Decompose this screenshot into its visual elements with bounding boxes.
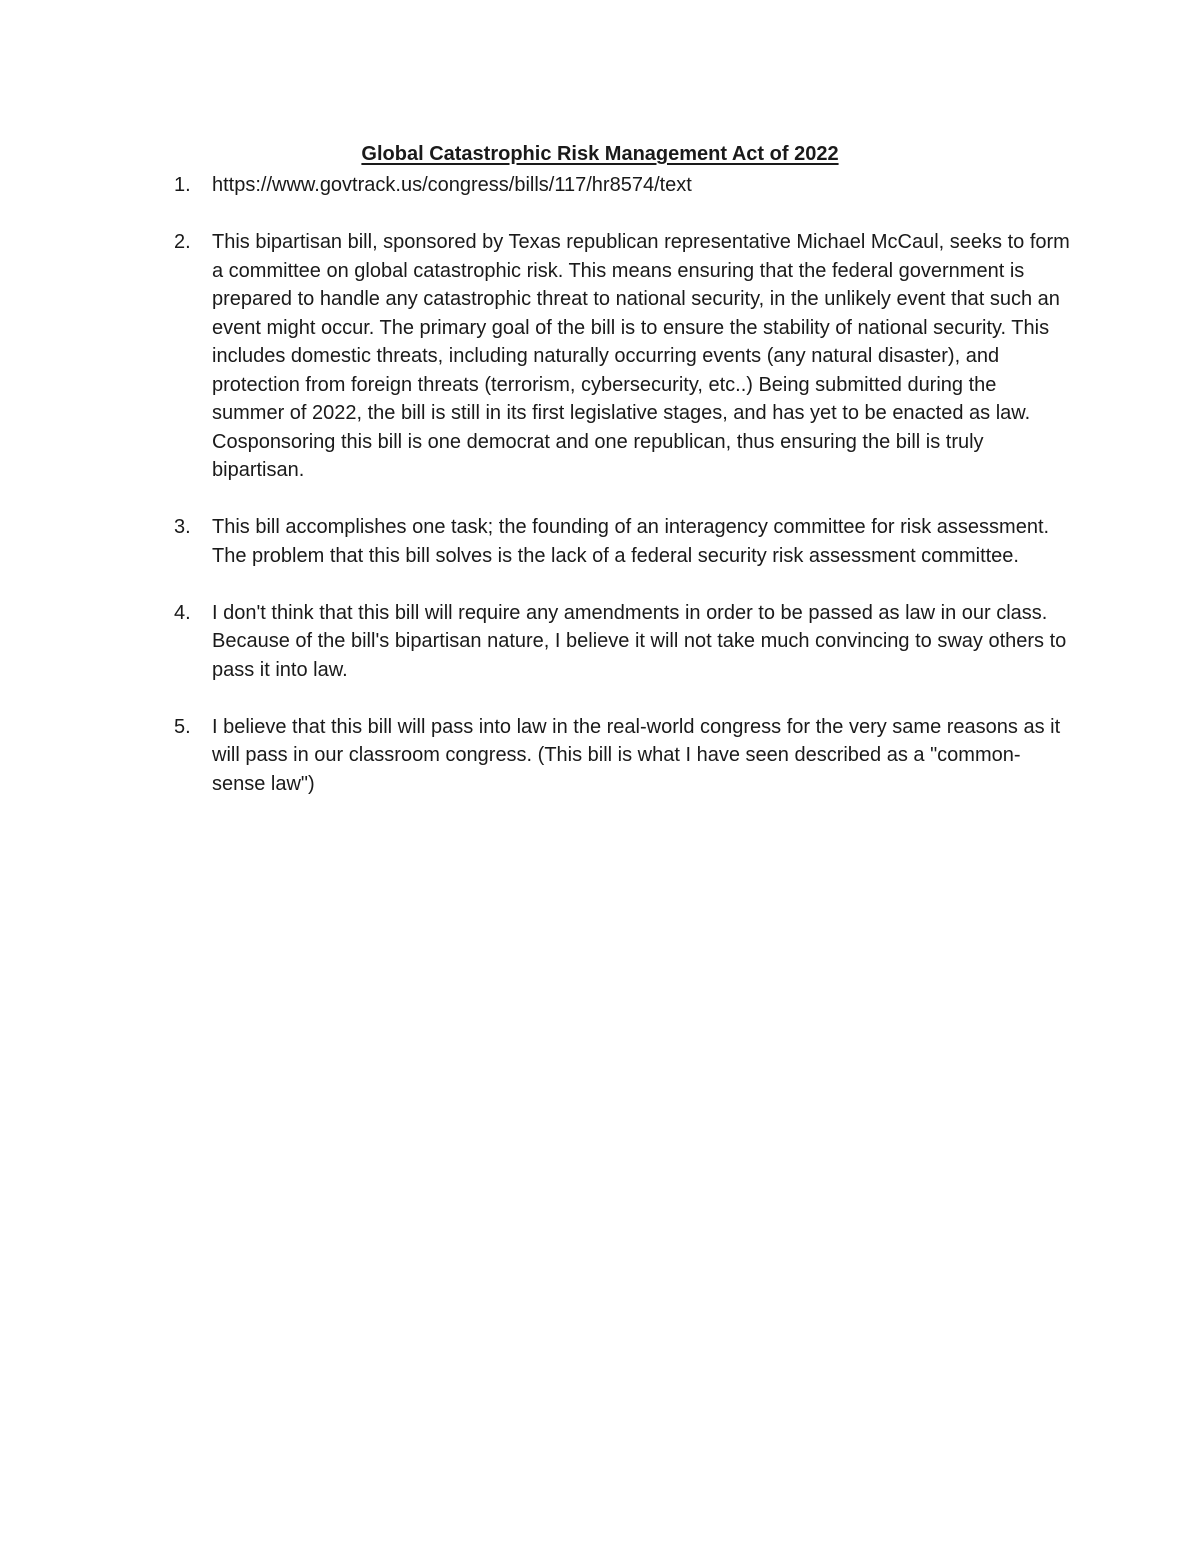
list-item-text: This bill accomplishes one task; the founding of an interagency committee for risk assessment. The problem that this bill solves is the lack of a federal security risk assessment committee. <box>212 516 1050 567</box>
document-title: Global Catastrophic Risk Management Act of 2022 <box>361 143 839 165</box>
list-item <box>172 513 1072 570</box>
list-item-number: 2. <box>174 231 191 253</box>
list-item <box>172 713 1072 799</box>
list-item <box>172 599 1072 685</box>
list-item <box>172 228 1072 485</box>
list-item-number: 4. <box>174 601 191 624</box>
list-item <box>172 171 1072 200</box>
list-item-text: This bipartisan bill, sponsored by Texas republican representative Michael McCaul, seeks to form a committee on global catastrophic risk. This means ensuring that the federal government is prepared to handle any catastrophic threat to national security, in the unlikely event that such an event might occur. The primary goal of the bill is to ensure the stability of national security. This includes domestic threats, including naturally occurring events (any natural disaster), and protection from foreign threats (terrorism, cybersecurity, etc..) Being submitted during the summer of 2022, the bill is still in its first legislative stages, and has yet to be enacted as law. Cosponsoring this bill is one democrat and one republican, thus ensuring the bill is truly bipartisan. <box>212 231 1070 481</box>
list-item-number: 5. <box>174 715 191 738</box>
list-item-text: I believe that this bill will pass into law in the real-world congress for the very same reasons as it will pass in our classroom congress. (This bill is what I have seen described as a "common-sense law") <box>212 715 1061 795</box>
list-item-number: 3. <box>174 516 191 538</box>
list-item-text: I don't think that this bill will require any amendments in order to be passed as law in our class. Because of the bill's bipartisan nature, I believe it will not take much convincing to sway others to pass it into law. <box>212 601 1067 681</box>
list-item-number: 1. <box>174 174 191 196</box>
numbered-list <box>172 171 1072 827</box>
bill-url-text: https://www.govtrack.us/congress/bills/117/hr8574/text <box>212 174 692 196</box>
